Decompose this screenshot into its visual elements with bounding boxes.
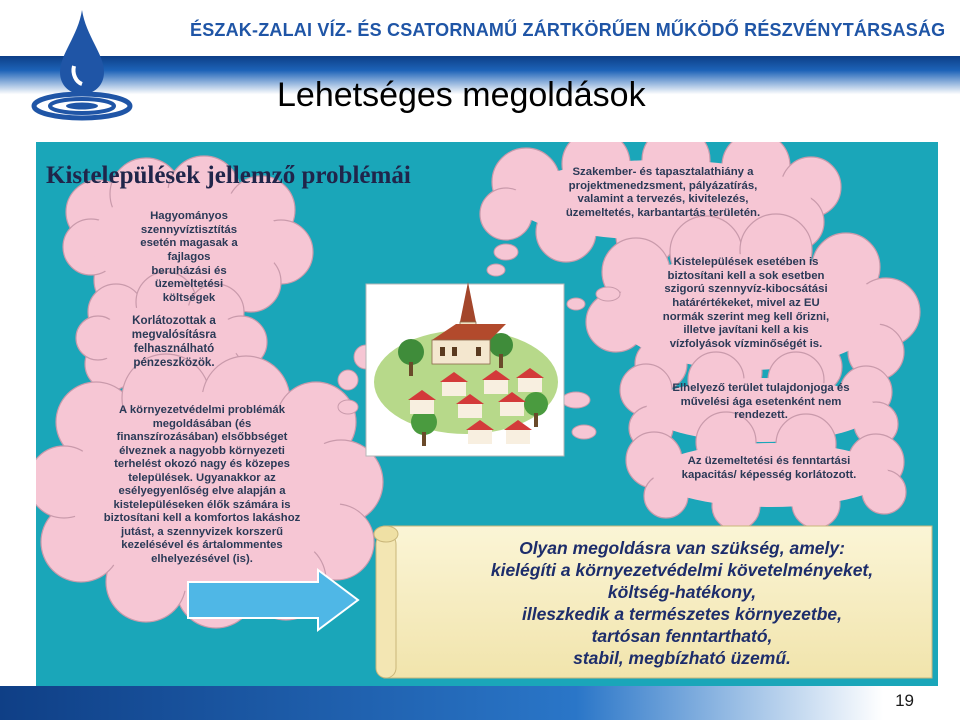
village-illustration-icon: [366, 282, 564, 456]
water-drop-logo-icon: [22, 6, 142, 124]
problems-figure: [36, 142, 938, 686]
company-name: ÉSZAK-ZALAI VÍZ- ÉS CSATORNAMŰ ZÁRTKÖRŰEN MŰKÖDŐ RÉSZVÉNYTÁRSASÁG: [190, 20, 946, 40]
solution-line: Olyan megoldásra van szükség, amely:: [519, 538, 845, 558]
solution-line: költség-hatékony,: [607, 582, 757, 603]
cloud-land-text: Elhelyező terület tulajdonjoga és művelési ága esetenként nem rendezett.: [672, 382, 850, 422]
cloud-expertise-text: Szakember- és tapasztalathiány a projektmenedzsment, pályázatírás, valamint a tervezés, kivitelezés, üzemeltetés, karbantartás területén.: [565, 166, 761, 220]
page-number: 19: [895, 691, 914, 710]
cloud-capacity-text: Az üzemeltetési és fenntartási kapacitás/ képesség korlátozott.: [681, 455, 857, 481]
solution-text: [412, 537, 938, 669]
footer-bar: [0, 686, 960, 720]
cloud-priority-text: A környezetvédelmi problémák megoldásában (és finanszírozásában) elsőbbséget élveznek a nagyobb környezeti terhelést okozó nagy és közepes települések. Ugyanakkor az esélyegyenlőség elve alapján a kistelepüléseken élők számára is biztosítani kell a komfortos lakáshoz jutást, a szennyvizek korszerű kezelésével és ártalommentes elhelyezésével (is).: [103, 404, 301, 566]
solution-line: kielégíti a környezetvédelmi követelményeket,: [490, 560, 874, 581]
slide-title: Lehetséges megoldások: [277, 76, 646, 114]
cloud-funds-text: Korlátozottak a megvalósításra felhasználható pénzeszközök.: [131, 314, 217, 369]
figure-heading: Kistelepülések jellemző problémái: [46, 162, 411, 189]
cloud-costs-text: Hagyományos szennyvíztisztítás esetén magasak a fajlagos beruházási és üzemeltetési költségek: [140, 210, 238, 305]
solution-line: stabil, megbízható üzemű.: [573, 648, 791, 669]
cloud-limits-text: Kistelepülések esetében is biztosítani kell a sok esetben szigorú szennyvíz-kibocsátási határértékeket, mivel az EU normák szerint meg kell őrizni, illetve javítani kell a kis vízfolyások vízminőségét is.: [662, 256, 830, 351]
solution-line: tartósan fenntartható,: [591, 626, 773, 647]
solution-line: illeszkedik a természetes környezetbe,: [521, 604, 843, 625]
